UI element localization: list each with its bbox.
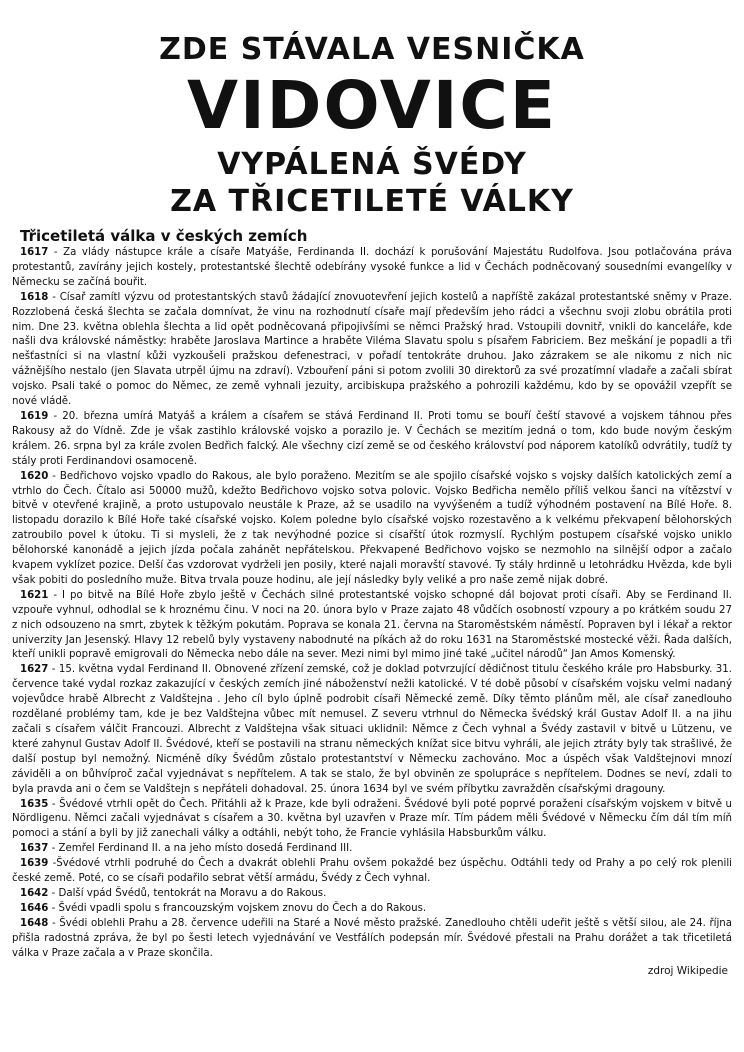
section-heading: Třicetiletá válka v českých zemích <box>20 227 308 245</box>
entry-year: 1621 <box>20 589 49 601</box>
village-name: VIDOVICE <box>187 67 557 144</box>
entry-year: 1627 <box>20 664 49 676</box>
entry-text: - Švédi vpadli spolu s francouzským vojskem znovu do Čech a do Rakous. <box>48 902 427 914</box>
entry-1646 <box>12 902 732 917</box>
entry-1637 <box>12 842 732 857</box>
entry-text: - I po bitvě na Bílé Hoře zbylo ještě v Čechách silné protestantské vojsko schopné dál bojovat proti císaři. Aby se Ferdinand II. vzpouře vyhnul, odhodlal se k hroznému činu. V noci na 20. února bylo v Praze zajato 48 vůdčích osobností vzpoury a po krátkém soudu 27 z nich odsouzeno na smrt, zbytek k těžkým pokutám. Poprava se konala 21. června na Staroměstském náměstí. Popraven byl i lékař a rektor univerzity Jan Jesenský. Hlavy 12 rebelů byly vystaveny nabodnuté na píkách až do roku 1631 na Staroměstské mostecké věži. Řada dalších, kteří unikli popravě emigrovali do Německa nebo dále na sever. Mezi nimi byl mimo jiné také „učitel národů“ Jan Amos Komenský. <box>12 589 732 661</box>
entry-1620 <box>12 470 732 589</box>
entry-year: 1642 <box>20 887 49 899</box>
entry-text: - 20. března umírá Matyáš a králem a císařem se stává Ferdinand II. Proti tomu se bouří čeští stavové a vojskem táhnou přes Rakousy až do Vídně. Zde je však zastihlo královské vojsko a porazilo je. V Čechách se mezitím jedná o tom, kdo bude novým českým králem. 26. srpna byl za krále zvolen Bedřich falcký. Ale všechny cizí země se od českého království pod náporem katolíků odvrátily, tudíž ty stály proti Ferdinandovi osamoceně. <box>12 410 732 467</box>
entry-1618 <box>12 291 732 410</box>
entry-1617 <box>12 246 732 291</box>
entry-year: 1620 <box>20 470 49 482</box>
entry-text: - 15. května vydal Ferdinand II. Obnovené zřízení zemské, což je doklad potvrzující dědičnost titulu českého krále pro Habsburky. 31. července také vydal rozkaz zakazující v českých zemích jiné náboženství nežli katolické. V té době působí v císařském vojsku velmi nadaný vojevůdce hrabě Albrecht z Valdštejna . Jeho cíl bylo úplně podrobit císaři Německé země. Díky těmto plánům měl, ale císař zanedlouho rozdělané problémy tam, kde je bez Valdštejna vůbec mít nemusel. Z severu vtrhnul do Německa švédský král Gustav Adolf II. a na jihu začali s císařem válčit Francouzi. Albrecht z Valdštejna však situaci uklidnil: Němce z Čech vyhnal a Švédy zastavil v bitvě u Lützenu, ve které zahynul Gustav Adolf II. Švédové, kteří se postavili na stranu německých knížat sice bitvu vyhráli, ale jejich ztráty byly tak strašlivé, že další postup byl nemožný. Nicméně díky Švédům zůstalo protestantství v Německu zachováno. Moc a úspěch však Valdštejnovi mnozí záviděli a on bůhvíproč začal vyjednávat s nepřítelem. A tak se stalo, že byl obviněn ze spolupráce s nepřítelem. Dodnes se neví, zdali to byla pravda ani o čem se Valdštejn s nepřáteli dohadoval. 25. února 1634 byl ve svém příbytku zavražděn císařskými dragouny. <box>12 664 732 795</box>
entry-text: -Švédové vtrhli podruhé do Čech a dvakrát oblehli Prahu ovšem pokaždé bez úspěchu. Odtáhli tedy od Prahy a po celý rok plenili české země. Poté, co se císaři podařilo sebrat větší armádu, Švédy z Čech vyhnal. <box>12 858 732 885</box>
entry-text: - Zemřel Ferdinand II. a na jeho místo dosedá Ferdinand III. <box>48 843 353 855</box>
entry-1621 <box>12 589 732 664</box>
title-line-1: ZDE STÁVALA VESNIČKA <box>159 32 585 67</box>
entry-year: 1635 <box>20 798 49 810</box>
title-line-4: ZA TŘICETILETÉ VÁLKY <box>170 184 574 219</box>
title-line-3: VYPÁLENÁ ŠVÉDY <box>217 147 527 182</box>
entry-year: 1617 <box>20 247 49 258</box>
source-note: zdroj Wikipedie <box>647 964 728 977</box>
entry-text: - Další vpád Švédů, tentokrát na Moravu a do Rakous. <box>48 887 327 899</box>
entry-year: 1639 <box>20 858 49 870</box>
entry-1639 <box>12 857 732 887</box>
entry-1642 <box>12 887 732 902</box>
entry-year: 1619 <box>20 410 49 422</box>
chronology <box>12 246 732 962</box>
entry-text: - Švédové vtrhli opět do Čech. Přitáhli až k Praze, kde byli odraženi. Švédové byli poté poprvé poraženi císařským vojskem v bitvě u Nördligenu. Němci začali vyjednávat s císařem a 30. května byl uzavřen v Praze mír. Tím pádem měli Švédové v Německu čím dál tím míň pomoci a stání a byli by již zanechali války a odtáhli, nebýt toho, že Francie vyhlásila Habsburkům válku. <box>12 798 732 840</box>
entry-1635 <box>12 798 732 843</box>
entry-1648 <box>12 917 732 962</box>
entry-text: - Bedřichovo vojsko vpadlo do Rakous, ale bylo poraženo. Mezitím se ale spojilo císařské vojsko s vojsky dalších katolických zemí a vtrhlo do Čech. Čítalo asi 50000 mužů, kdežto Bedřichovo vojsko sotva polovic. Vojsko Bedřicha nemělo příliš velkou šanci na vítězství v bitvě v otevřené krajině, a proto ustupovalo neustále k Praze, až se usadilo na vyvýšeném a tudíž výhodném postavení na Bílé Hoře. 8. listopadu dorazilo k Bílé Hoře také císařské vojsko. Kolem poledne bylo císařské vojsko rozestavěno a k velkému překvapení bělohorských zatroubilo povel k útoku. Ti si mysleli, že z tak nevýhodné pozice si císařští útok rozmyslí. Rychlým postupem císařské vojsko uniklo bělohorské kanonádě a jejich jízda počala zahánět nepřátelskou. Překvapené Bedřichovo vojsko se nezmohlo na silnější odpor a začalo kvapem vyklízet pozice. Delší čas vzdorovat vydrželi jen posily, které najali moravští stavové. Ty stály hrdinně u letohrádku Hvězda, kde byli však pobiti do posledního muže. Bitva trvala pouze hodinu, ale její následky byly veliké a pro naše země nijak dobré. <box>12 470 732 586</box>
entry-year: 1646 <box>20 902 49 914</box>
entry-text: - Švédi oblehli Prahu a 28. července udeřili na Staré a Nové město pražské. Zanedlouho chtěli udeřit ještě s větší silou, ale 24. října přišla radostná zpráva, že byl po šesti letech vyjednávání ve Vestfálích podepsán mír. Švédové přestali na Prahu dorážet a tak třicetiletá válka v Praze začala a v Praze skončila. <box>12 917 732 959</box>
entry-year: 1618 <box>20 291 49 303</box>
entry-1619 <box>12 410 732 470</box>
entry-text: - Císař zamítl výzvu od protestantských stavů žádající znovuotevření jejich kostelů a napříště zakázal protestantské sněmy v Praze. Rozzlobená česká šlechta se začala domnívat, že vinu na rozhodnutí císaře mají především jeho rádci a všechnu svoji zlobu obrátila proti nim. Dne 23. května oblehla šlechta a lid opět podněcovaná připojivšími se němci Pražský hrad. Vstoupili dovnitř, vnikli do kanceláře, kde našli dva královské náměstky: hraběte Jaroslava Martince a hraběte Viléma Slavatu spolu s písařem Fabriciem. Bez meškání je popadli a tři nešťastníci si na vlastní kůži vyzkoušeli pražskou defenestraci, v pořadí tentokráte druhou. Jako zázrakem se ale nikomu z nich nic vážnějšího nestalo (jen Slavata utrpěl újmu na zdraví). Vzbouření páni si potom zvolili 30 direktorů za své prozatímní vladaře a začali sbírat vojsko. Psali také o pomoc do Němec, ze země vyhnali jezuity, arcibiskupa pražského a pohrozili každému, kdo by se opovážil vzepřít se nové vládě. <box>12 291 732 408</box>
entry-text: - Za vlády nástupce krále a císaře Matyáše, Ferdinanda II. dochází k porušování Majestátu Rudolfova. Jsou potlačována práva protestantů, zavírány jejich kostely, protestantské šlechtě odebírány vysoké funkce a lid v Čechách podněcovaný sousedními evangelíky v Německu se začíná bouřit. <box>12 247 732 288</box>
entry-year: 1648 <box>20 917 49 929</box>
entry-year: 1637 <box>20 843 49 855</box>
entry-1627 <box>12 663 732 797</box>
